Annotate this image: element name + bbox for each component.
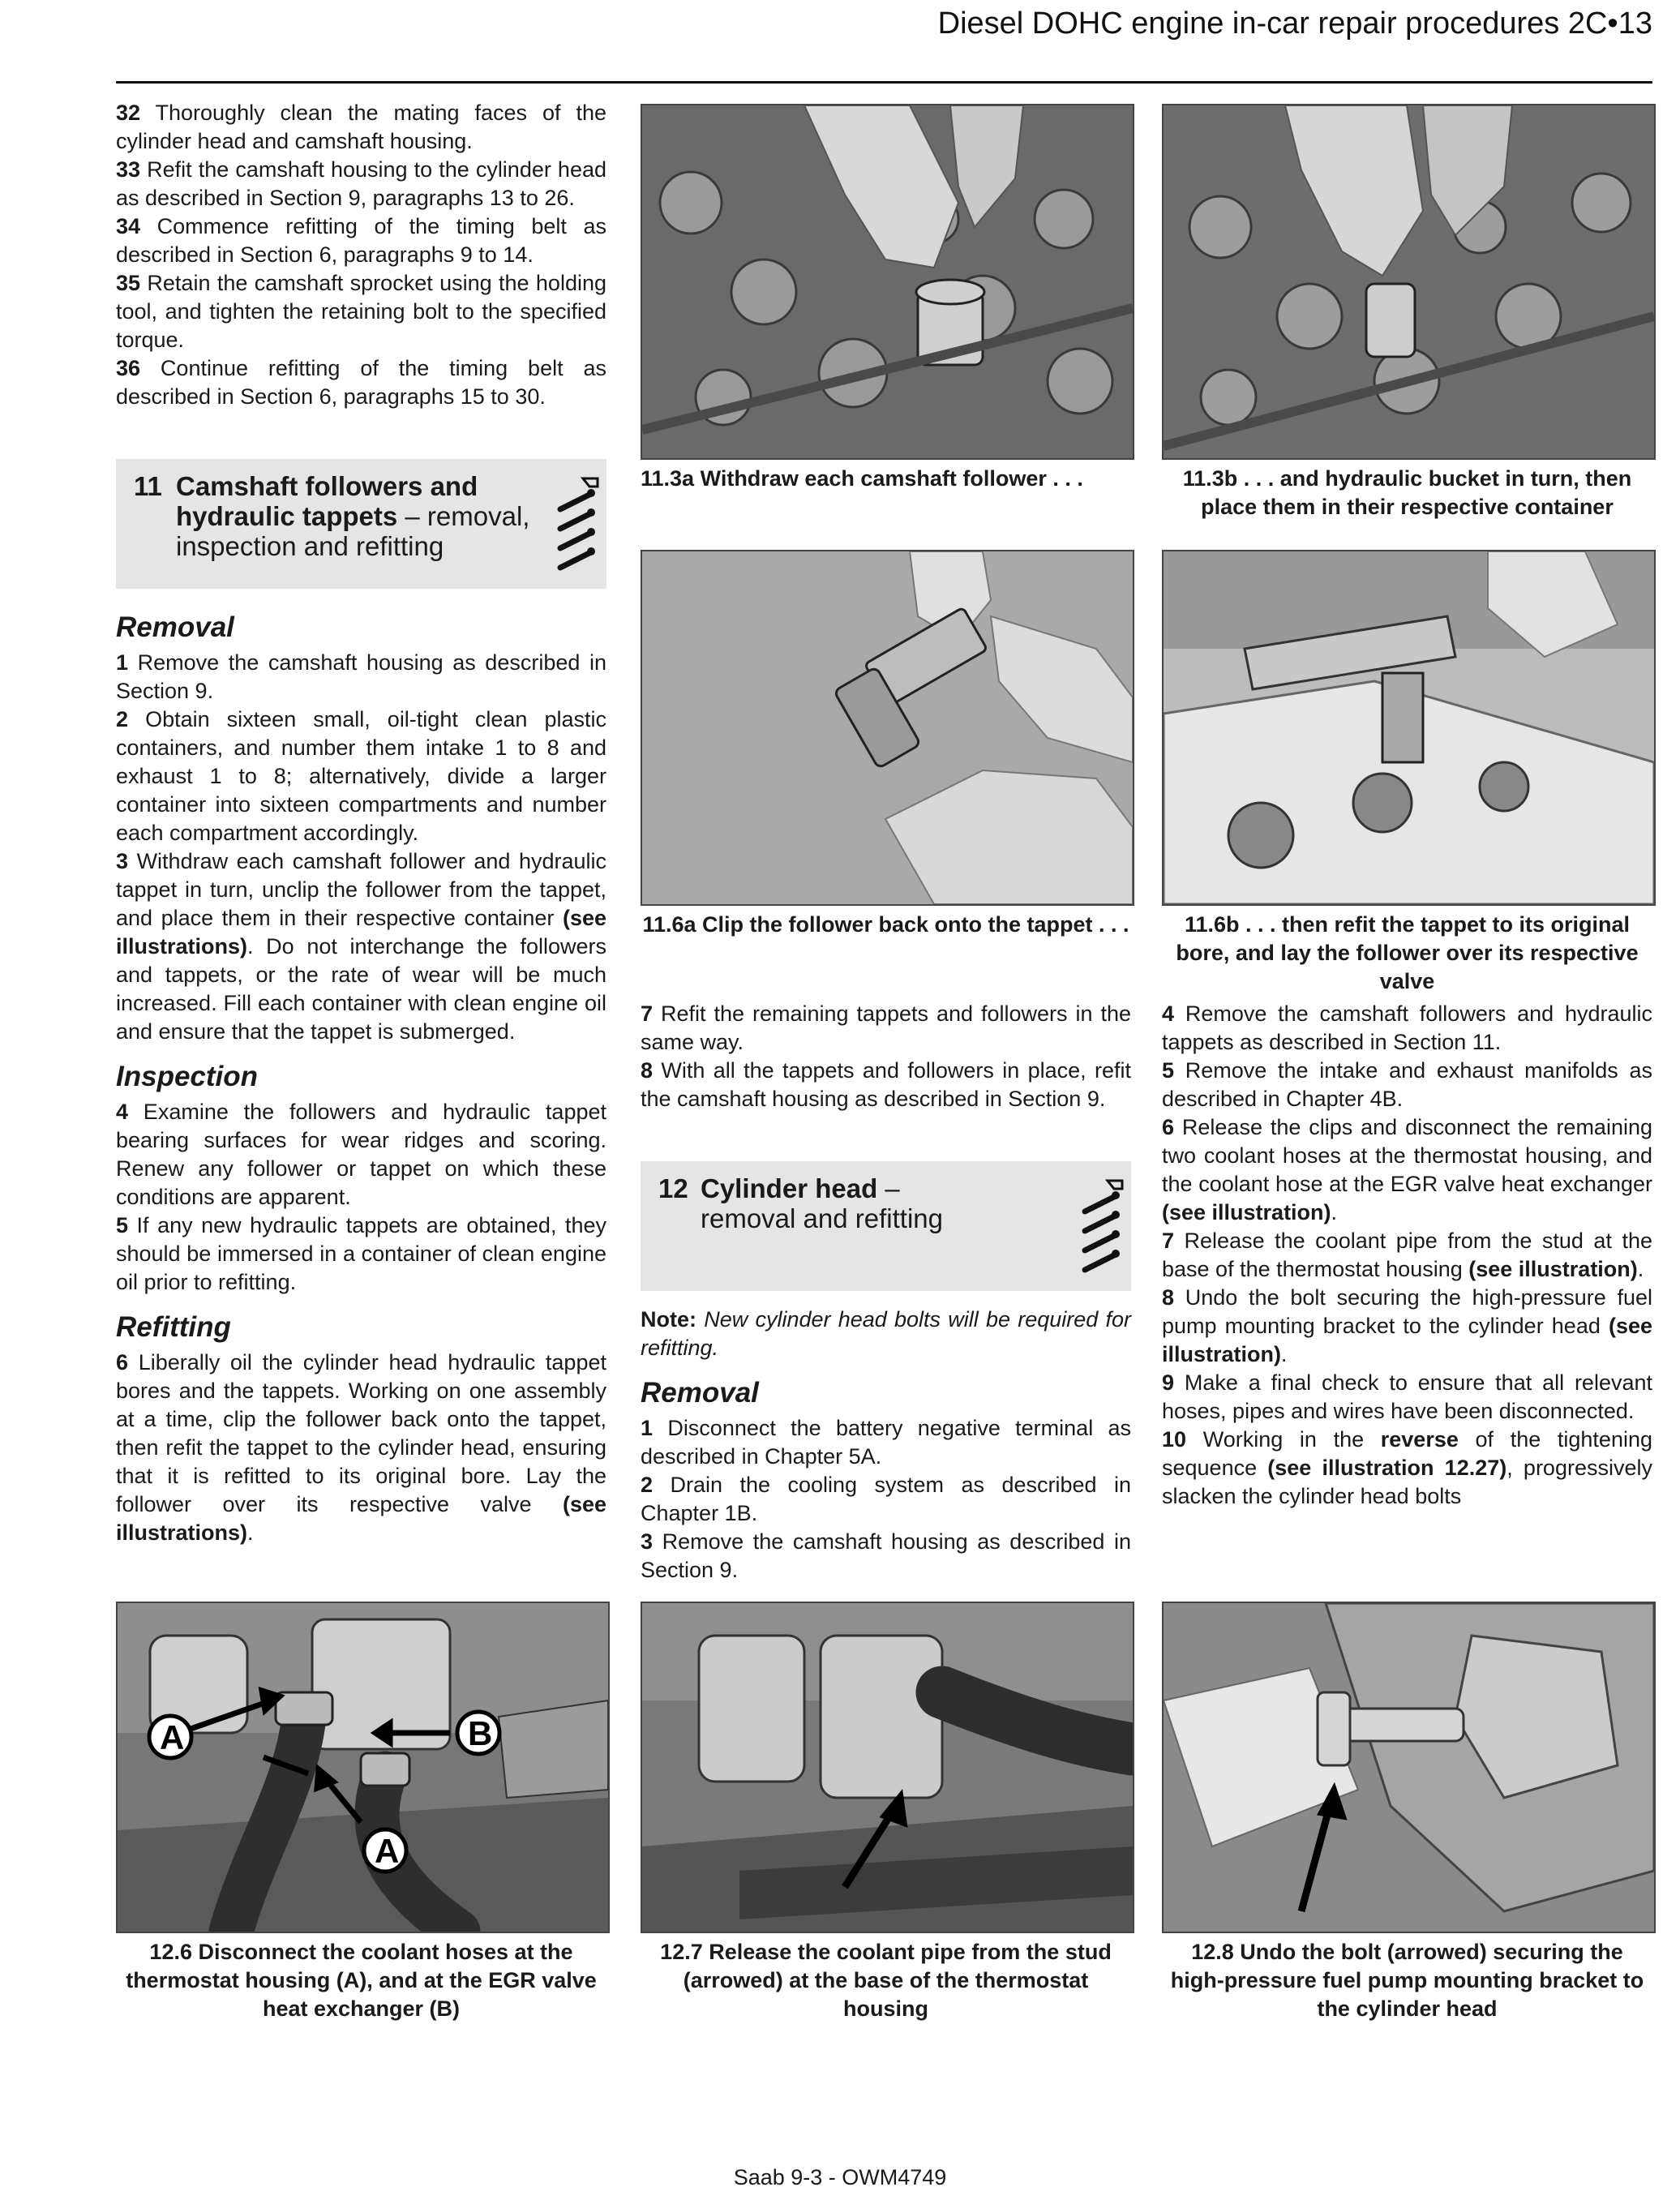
- section-11-heading: [116, 459, 606, 589]
- paragraph-12-6: 6 Release the clips and disconnect the remaining two coolant hoses at the thermostat housing, and the coolant hose at the EGR valve heat exchanger (see illustration).: [1162, 1115, 1652, 1224]
- paragraph-36: 36 Continue refitting of the timing belt as described in Section 6, paragraphs 15 to 30.: [116, 356, 606, 409]
- caption-12-6: 12.6 Disconnect the coolant hoses at the thermostat housing (A), and at the EGR valve heat exchanger (B): [126, 1940, 597, 2021]
- inspection-heading: Inspection: [116, 1061, 259, 1092]
- photo-12-8: [1162, 1602, 1656, 1933]
- section-12-body: [641, 1306, 1131, 1585]
- paragraph-34: 34 Commence refitting of the timing belt as described in Section 6, paragraphs 9 to 14.: [116, 214, 606, 267]
- photo-11-6a: [641, 550, 1134, 906]
- column-left: [116, 99, 606, 411]
- caption-11-6b: 11.6b . . . then refit the tappet to its original bore, and lay the follower over its respective valve: [1176, 912, 1639, 993]
- label-b: B: [468, 1714, 493, 1752]
- photo-11-6b: [1162, 550, 1656, 906]
- paragraph-12-5: 5 Remove the intake and exhaust manifolds as described in Chapter 4B.: [1162, 1058, 1652, 1111]
- refitting-heading: Refitting: [116, 1311, 231, 1343]
- removal-heading: Removal: [116, 611, 234, 643]
- paragraph-12-8: 8 Undo the bolt securing the high-pressure fuel pump mounting bracket to the cylinder head (see illustration).: [1162, 1285, 1652, 1366]
- paragraph-11-6: 6 Liberally oil the cylinder head hydraulic tappet bores and the tappets. Working on one assembly at a time, clip the follower back onto the tappet, then refit the tappet to the cylinder head, ensuring that it is refitted to its original bore. Lay the follower over its respective valve (see illustrations).: [116, 1350, 606, 1545]
- paragraph-11-7: 7 Refit the remaining tappets and followers in the same way.: [641, 1001, 1131, 1054]
- column-middle: [641, 1000, 1131, 1113]
- paragraph-33: 33 Refit the camshaft housing to the cylinder head as described in Section 9, paragraphs 13 to 26.: [116, 157, 606, 210]
- paragraph-12-2: 2 Drain the cooling system as described in Chapter 1B.: [641, 1473, 1131, 1525]
- section-12-heading: [641, 1161, 1131, 1291]
- paragraph-11-1: 1 Remove the camshaft housing as described in Section 9.: [116, 650, 606, 703]
- caption-11-3a: 11.3a Withdraw each camshaft follower . . .: [641, 466, 1083, 491]
- paragraph-11-8: 8 With all the tappets and followers in place, refit the camshaft housing as described in Section 9.: [641, 1058, 1131, 1111]
- caption-11-3b: 11.3b . . . and hydraulic bucket in turn, then place them in their respective container: [1182, 466, 1632, 519]
- column-right: [1162, 1000, 1652, 1511]
- page-header-title: Diesel DOHC engine in-car repair procedures 2C•13: [937, 6, 1652, 41]
- caption-11-6a: 11.6a Clip the follower back onto the tappet . . .: [642, 912, 1129, 937]
- paragraph-12-4: 4 Remove the camshaft followers and hydraulic tappets as described in Section 11.: [1162, 1001, 1652, 1054]
- paragraph-12-7: 7 Release the coolant pipe from the stud at the base of the thermostat housing (see illustration).: [1162, 1229, 1652, 1281]
- paragraph-12-1: 1 Disconnect the battery negative terminal as described in Chapter 5A.: [641, 1416, 1131, 1469]
- section-12-title: Cylinder head – removal and refitting: [701, 1173, 943, 1233]
- label-a-2: A: [375, 1832, 400, 1870]
- photo-12-7: [641, 1602, 1134, 1933]
- paragraph-11-4: 4 Examine the followers and hydraulic tappet bearing surfaces for wear ridges and scoring. Renew any follower or tappet on which these conditions are apparent.: [116, 1100, 606, 1209]
- difficulty-wrench-icon: [551, 475, 602, 579]
- paragraph-12-10: 10 Working in the reverse of the tightening sequence (see illustration 12.27), progressively slacken the cylinder head bolts: [1162, 1427, 1652, 1508]
- removal-heading-12: Removal: [641, 1377, 759, 1409]
- label-a-1: A: [160, 1718, 185, 1756]
- paragraph-12-9: 9 Make a final check to ensure that all relevant hoses, pipes and wires have been disconnected.: [1162, 1370, 1652, 1423]
- section-11-body: [116, 610, 606, 1547]
- caption-12-7: 12.7 Release the coolant pipe from the stud (arrowed) at the base of the thermostat housing: [660, 1940, 1112, 2021]
- photo-12-6: [116, 1602, 610, 1933]
- section-12-note: Note: New cylinder head bolts will be required for refitting.: [641, 1307, 1131, 1360]
- paragraph-11-2: 2 Obtain sixteen small, oil-tight clean plastic containers, and number them intake 1 to 8 and exhaust 1 to 8; alternatively, divide a larger container into sixteen compartments and number each compartment accordingly.: [116, 707, 606, 845]
- paragraph-11-5: 5 If any new hydraulic tappets are obtained, they should be immersed in a container of clean engine oil prior to refitting.: [116, 1213, 606, 1294]
- photo-11-3b: [1162, 104, 1656, 460]
- paragraph-12-3: 3 Remove the camshaft housing as described in Section 9.: [641, 1529, 1131, 1582]
- paragraph-11-3: 3 Withdraw each camshaft follower and hydraulic tappet in turn, unclip the follower from the tappet, and place them in their respective container (see illustrations). Do not interchange the followers and tappets, or the rate of wear will be much increased. Fill each container with clean engine oil and ensure that the tappet is submerged.: [116, 849, 606, 1044]
- section-11-number: 11: [134, 471, 162, 501]
- difficulty-wrench-icon: [1075, 1177, 1127, 1281]
- photo-11-3a: [641, 104, 1134, 460]
- paragraph-35: 35 Retain the camshaft sprocket using the holding tool, and tighten the retaining bolt to the specified torque.: [116, 271, 606, 352]
- section-12-number: 12: [658, 1173, 688, 1203]
- paragraph-32: 32 Thoroughly clean the mating faces of the cylinder head and camshaft housing.: [116, 101, 606, 153]
- section-11-title: Camshaft followers and hydraulic tappets – removal, inspection and refitting: [176, 471, 530, 561]
- page-footer: Saab 9-3 - OWM4749: [733, 2165, 947, 2189]
- caption-12-8: 12.8 Undo the bolt (arrowed) securing the high-pressure fuel pump mounting bracket to the cylinder head: [1170, 1940, 1644, 2021]
- page-header: [116, 0, 1652, 84]
